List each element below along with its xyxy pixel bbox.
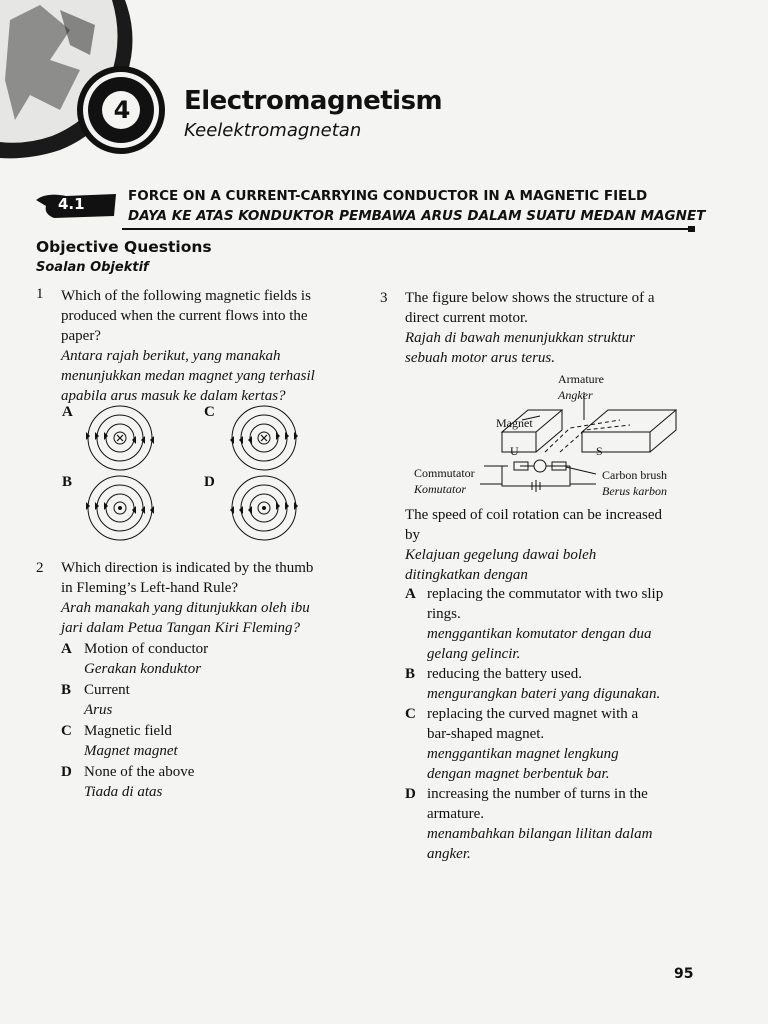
figure-label-pole-u: U (510, 444, 519, 458)
option-translation: angker. (427, 846, 471, 862)
question-number: 1 (36, 286, 44, 302)
question-1-text (61, 286, 361, 406)
figure-label-magnet: Magnet (496, 416, 533, 430)
figure-label-armature: Armature (558, 372, 604, 386)
chapter-number: 4 (113, 96, 131, 124)
option-translation: menggantikan komutator dengan dua (427, 626, 652, 642)
option-letter: C (204, 404, 215, 420)
question-3-options (405, 584, 705, 864)
question-translation-line: Antara rajah berikut, yang manakah (61, 348, 281, 364)
question-line: produced when the current flows into the (61, 308, 308, 324)
figure-label-pole-s: S (596, 444, 603, 458)
option-text: Current (84, 682, 130, 698)
question-3-text (405, 288, 705, 368)
figure-label-commutator: Commutator (414, 466, 475, 480)
figure-label-carbon-brush-translation: Berus karbon (602, 484, 667, 498)
figure-label-carbon-brush: Carbon brush (602, 468, 667, 482)
option-letter: A (405, 586, 416, 602)
objective-heading: Objective Questions (36, 238, 212, 256)
question-translation-line: Arah manakah yang ditunjukkan oleh ibu (61, 600, 310, 616)
question-translation-line: Rajah di bawah menunjukkan struktur (405, 330, 635, 346)
section-title-translation: DAYA KE ATAS KONDUKTOR PEMBAWA ARUS DALAM SUATU MEDAN MAGNET (128, 208, 706, 224)
option-text: Magnetic field (84, 723, 172, 739)
option-letter: C (61, 723, 72, 739)
option-translation: gelang gelincir. (427, 646, 521, 662)
question-translation-line: Kelajuan gegelung dawai boleh (405, 547, 597, 563)
question-translation-line: apabila arus masuk ke dalam kertas? (61, 388, 286, 404)
figure-label-commutator-translation: Komutator (414, 482, 467, 496)
chapter-header-graphic (0, 0, 180, 170)
option-translation: dengan magnet berbentuk bar. (427, 766, 610, 782)
option-text: Motion of conductor (84, 641, 209, 657)
section-number: 4.1 (58, 195, 85, 213)
question-2-text (61, 558, 361, 638)
option-translation: menambahkan bilangan lilitan dalam (427, 826, 653, 842)
option-translation: Magnet magnet (84, 743, 178, 759)
objective-subheading: Soalan Objektif (36, 260, 149, 275)
page-number: 95 (674, 966, 694, 982)
field-diagram-a (84, 402, 156, 474)
option-translation: Arus (84, 702, 113, 718)
option-letter: A (61, 641, 72, 657)
option-translation: Gerakan konduktor (84, 661, 202, 677)
field-diagram-c (228, 402, 300, 474)
option-letter: C (405, 706, 416, 722)
option-translation: Tiada di atas (84, 784, 163, 800)
question-line: The speed of coil rotation can be increased (405, 507, 662, 523)
option-text: rings. (427, 606, 461, 622)
option-text: bar-shaped magnet. (427, 726, 545, 742)
question-number: 3 (380, 290, 388, 306)
question-translation-line: menunjukkan medan magnet yang terhasil (61, 368, 315, 384)
question-line: in Fleming’s Left-hand Rule? (61, 580, 239, 596)
question-line: Which of the following magnetic fields is (61, 288, 311, 304)
field-diagram-b (84, 472, 156, 544)
option-letter: D (405, 786, 416, 802)
question-translation-line: jari dalam Petua Tangan Kiri Fleming? (61, 620, 301, 636)
question-translation-line: ditingkatkan dengan (405, 567, 528, 583)
option-letter: B (62, 474, 73, 490)
question-line: The figure below shows the structure of a (405, 290, 655, 306)
question-line: paper? (61, 328, 101, 344)
chapter-subtitle: Keelektromagnetan (184, 120, 362, 141)
question-3-stem (405, 505, 705, 585)
question-line: direct current motor. (405, 310, 528, 326)
option-letter: D (204, 474, 215, 490)
section-underline-end (688, 226, 695, 232)
chapter-title: Electromagnetism (184, 86, 443, 116)
option-translation: menggantikan magnet lengkung (427, 746, 619, 762)
option-letter: A (62, 404, 73, 420)
question-line: Which direction is indicated by the thumb (61, 560, 314, 576)
option-text: replacing the curved magnet with a (427, 706, 639, 722)
question-translation-line: sebuah motor arus terus. (405, 350, 556, 366)
figure-label-armature-translation: Angker (558, 388, 593, 402)
option-letter: B (405, 666, 416, 682)
option-text: replacing the commutator with two slip (427, 586, 664, 602)
section-underline (122, 228, 694, 230)
option-translation: mengurangkan bateri yang digunakan. (427, 686, 661, 702)
question-2-options (61, 639, 351, 802)
option-text: increasing the number of turns in the (427, 786, 648, 802)
question-line: by (405, 527, 420, 543)
option-letter: B (61, 682, 72, 698)
field-diagram-d (228, 472, 300, 544)
section-title: FORCE ON A CURRENT-CARRYING CONDUCTOR IN A MAGNETIC FIELD (128, 188, 648, 204)
question-number: 2 (36, 560, 44, 576)
option-text: reducing the battery used. (427, 666, 582, 682)
option-letter: D (61, 764, 72, 780)
option-text: armature. (427, 806, 485, 822)
option-text: None of the above (84, 764, 195, 780)
